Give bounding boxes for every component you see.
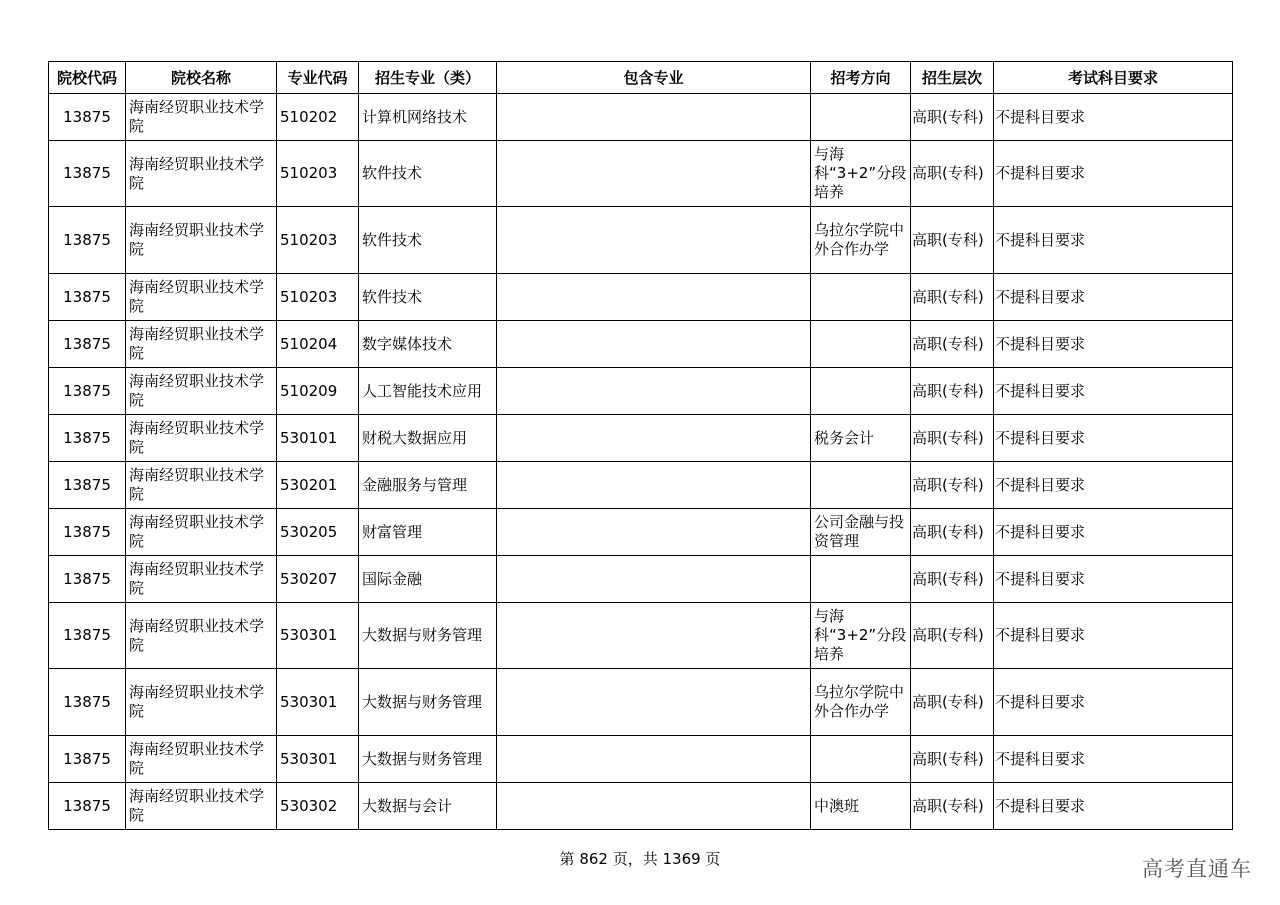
requirement-cell: 不提科目要求 [994, 274, 1233, 321]
school-name-cell: 海南经贸职业技术学院 [126, 509, 277, 556]
included-majors-cell [497, 462, 811, 509]
header-level: 招生层次 [911, 62, 994, 94]
level-cell: 高职(专科) [911, 603, 994, 669]
major-cell: 大数据与财务管理 [359, 603, 497, 669]
included-majors-cell [497, 736, 811, 783]
major-cell: 人工智能技术应用 [359, 368, 497, 415]
level-cell: 高职(专科) [911, 462, 994, 509]
table-row [49, 368, 1233, 415]
major-cell: 财税大数据应用 [359, 415, 497, 462]
table-row [49, 603, 1233, 669]
major-cell: 财富管理 [359, 509, 497, 556]
table-row [49, 736, 1233, 783]
major-code-cell: 530207 [277, 556, 359, 603]
major-cell: 国际金融 [359, 556, 497, 603]
included-majors-cell [497, 783, 811, 830]
major-cell: 大数据与财务管理 [359, 669, 497, 736]
requirement-cell: 不提科目要求 [994, 207, 1233, 274]
requirement-cell: 不提科目要求 [994, 141, 1233, 207]
major-cell: 金融服务与管理 [359, 462, 497, 509]
included-majors-cell [497, 321, 811, 368]
table-row [49, 141, 1233, 207]
included-majors-cell [497, 207, 811, 274]
major-code-cell: 530301 [277, 669, 359, 736]
header-major-code: 专业代码 [277, 62, 359, 94]
requirement-cell: 不提科目要求 [994, 509, 1233, 556]
included-majors-cell [497, 556, 811, 603]
school-code-cell: 13875 [49, 736, 126, 783]
major-code-cell: 530301 [277, 603, 359, 669]
major-code-cell: 530302 [277, 783, 359, 830]
major-code-cell: 530205 [277, 509, 359, 556]
level-cell: 高职(专科) [911, 141, 994, 207]
direction-cell [811, 556, 911, 603]
major-cell: 软件技术 [359, 141, 497, 207]
watermark-logo: 高考直通车 [1142, 857, 1252, 881]
requirement-cell: 不提科目要求 [994, 321, 1233, 368]
direction-cell [811, 321, 911, 368]
major-code-cell: 510204 [277, 321, 359, 368]
requirement-cell: 不提科目要求 [994, 368, 1233, 415]
level-cell: 高职(专科) [911, 509, 994, 556]
major-code-cell: 510203 [277, 141, 359, 207]
level-cell: 高职(专科) [911, 368, 994, 415]
included-majors-cell [497, 415, 811, 462]
major-code-cell: 510209 [277, 368, 359, 415]
table-row [49, 462, 1233, 509]
table-row [49, 274, 1233, 321]
direction-cell: 与海科“3+2”分段培养 [811, 141, 911, 207]
requirement-cell: 不提科目要求 [994, 94, 1233, 141]
major-code-cell: 510203 [277, 274, 359, 321]
school-code-cell: 13875 [49, 94, 126, 141]
header-included-majors: 包含专业 [497, 62, 811, 94]
school-code-cell: 13875 [49, 368, 126, 415]
school-name-cell: 海南经贸职业技术学院 [126, 207, 277, 274]
major-cell: 计算机网络技术 [359, 94, 497, 141]
level-cell: 高职(专科) [911, 415, 994, 462]
school-code-cell: 13875 [49, 669, 126, 736]
table-row [49, 509, 1233, 556]
included-majors-cell [497, 141, 811, 207]
level-cell: 高职(专科) [911, 274, 994, 321]
header-major: 招生专业（类） [359, 62, 497, 94]
requirement-cell: 不提科目要求 [994, 415, 1233, 462]
school-name-cell: 海南经贸职业技术学院 [126, 736, 277, 783]
major-code-cell: 510202 [277, 94, 359, 141]
school-code-cell: 13875 [49, 321, 126, 368]
major-cell: 大数据与财务管理 [359, 736, 497, 783]
direction-cell [811, 274, 911, 321]
school-name-cell: 海南经贸职业技术学院 [126, 415, 277, 462]
major-cell: 大数据与会计 [359, 783, 497, 830]
page-number: 第 862 页，共 1369 页 [559, 850, 721, 868]
included-majors-cell [497, 669, 811, 736]
school-code-cell: 13875 [49, 556, 126, 603]
major-code-cell: 530201 [277, 462, 359, 509]
table-row [49, 94, 1233, 141]
school-code-cell: 13875 [49, 274, 126, 321]
table-row [49, 321, 1233, 368]
school-code-cell: 13875 [49, 415, 126, 462]
requirement-cell: 不提科目要求 [994, 669, 1233, 736]
table-row [49, 207, 1233, 274]
school-code-cell: 13875 [49, 207, 126, 274]
table-header-row [49, 62, 1233, 94]
school-name-cell: 海南经贸职业技术学院 [126, 368, 277, 415]
school-name-cell: 海南经贸职业技术学院 [126, 321, 277, 368]
level-cell: 高职(专科) [911, 321, 994, 368]
level-cell: 高职(专科) [911, 783, 994, 830]
direction-cell: 与海科“3+2”分段培养 [811, 603, 911, 669]
header-school-name: 院校名称 [126, 62, 277, 94]
header-requirement: 考试科目要求 [994, 62, 1233, 94]
school-name-cell: 海南经贸职业技术学院 [126, 783, 277, 830]
major-code-cell: 530301 [277, 736, 359, 783]
school-name-cell: 海南经贸职业技术学院 [126, 462, 277, 509]
major-code-cell: 510203 [277, 207, 359, 274]
direction-cell [811, 368, 911, 415]
direction-cell [811, 94, 911, 141]
major-code-cell: 530101 [277, 415, 359, 462]
included-majors-cell [497, 368, 811, 415]
header-school-code: 院校代码 [49, 62, 126, 94]
school-name-cell: 海南经贸职业技术学院 [126, 274, 277, 321]
requirement-cell: 不提科目要求 [994, 462, 1233, 509]
school-code-cell: 13875 [49, 462, 126, 509]
school-code-cell: 13875 [49, 141, 126, 207]
major-cell: 软件技术 [359, 274, 497, 321]
level-cell: 高职(专科) [911, 669, 994, 736]
table-row [49, 415, 1233, 462]
table-body [49, 94, 1233, 830]
included-majors-cell [497, 509, 811, 556]
school-name-cell: 海南经贸职业技术学院 [126, 669, 277, 736]
direction-cell [811, 462, 911, 509]
requirement-cell: 不提科目要求 [994, 736, 1233, 783]
school-name-cell: 海南经贸职业技术学院 [126, 141, 277, 207]
level-cell: 高职(专科) [911, 736, 994, 783]
direction-cell [811, 736, 911, 783]
school-code-cell: 13875 [49, 783, 126, 830]
level-cell: 高职(专科) [911, 556, 994, 603]
direction-cell: 税务会计 [811, 415, 911, 462]
major-cell: 软件技术 [359, 207, 497, 274]
school-code-cell: 13875 [49, 603, 126, 669]
table-row [49, 669, 1233, 736]
direction-cell: 公司金融与投资管理 [811, 509, 911, 556]
school-name-cell: 海南经贸职业技术学院 [126, 556, 277, 603]
header-direction: 招考方向 [811, 62, 911, 94]
included-majors-cell [497, 274, 811, 321]
requirement-cell: 不提科目要求 [994, 603, 1233, 669]
major-cell: 数字媒体技术 [359, 321, 497, 368]
school-name-cell: 海南经贸职业技术学院 [126, 94, 277, 141]
direction-cell: 中澳班 [811, 783, 911, 830]
included-majors-cell [497, 94, 811, 141]
requirement-cell: 不提科目要求 [994, 783, 1233, 830]
school-code-cell: 13875 [49, 509, 126, 556]
level-cell: 高职(专科) [911, 207, 994, 274]
table-row [49, 556, 1233, 603]
table-row [49, 783, 1233, 830]
level-cell: 高职(专科) [911, 94, 994, 141]
direction-cell: 乌拉尔学院中外合作办学 [811, 669, 911, 736]
school-name-cell: 海南经贸职业技术学院 [126, 603, 277, 669]
enrollment-table [48, 61, 1233, 830]
included-majors-cell [497, 603, 811, 669]
requirement-cell: 不提科目要求 [994, 556, 1233, 603]
direction-cell: 乌拉尔学院中外合作办学 [811, 207, 911, 274]
